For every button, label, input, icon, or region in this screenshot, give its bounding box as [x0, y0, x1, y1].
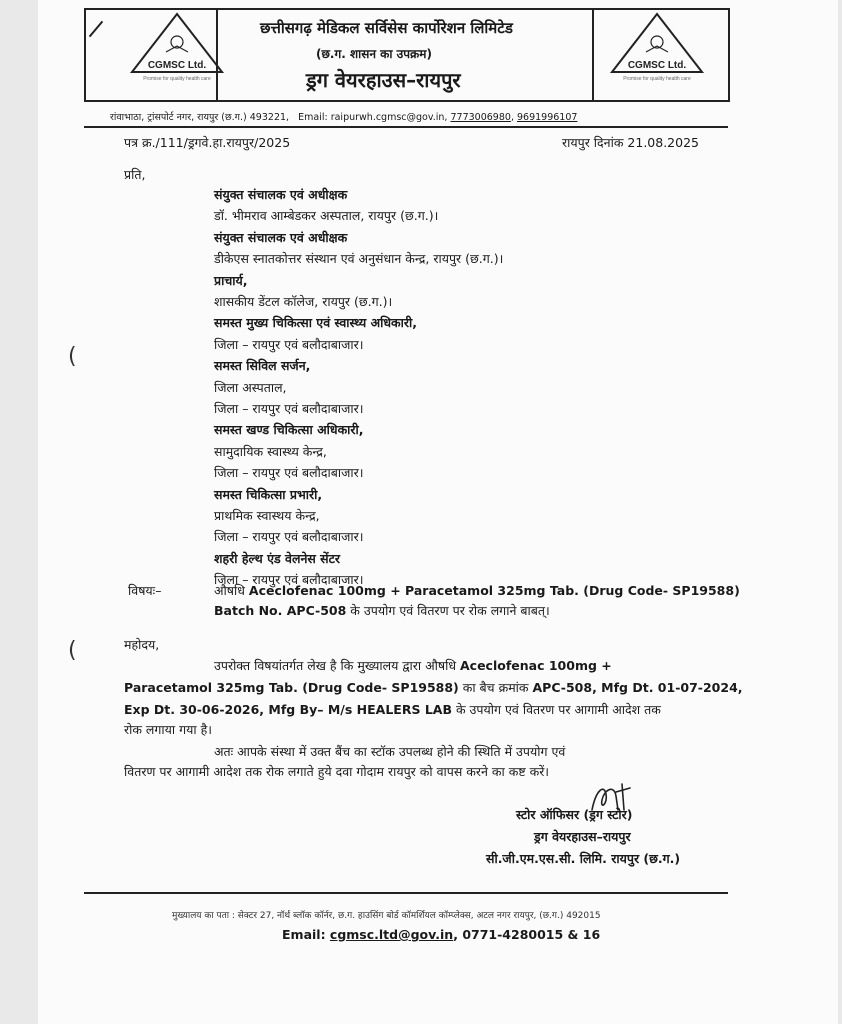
punch-hole-mark: ( — [68, 344, 77, 369]
phone-2: 9691996107 — [516, 112, 578, 123]
logo-text-left: CGMSC Ltd. — [147, 60, 207, 71]
recipient-title: प्राचार्य, — [214, 272, 248, 288]
punch-hole-mark: ( — [68, 638, 77, 663]
signatory-office: ड्रग वेयरहाउस–रायपुर — [534, 829, 631, 844]
para1-line2: Paracetamol 325mg Tab. (Drug Code- SP19588) का बैच क्रमांक APC-508, Mfg Dt. 01-07-2024, — [124, 680, 743, 695]
footer-email[interactable]: cgmsc.ltd@gov.in — [329, 927, 454, 942]
reference-number: पत्र क्र./111/ड्रगवे.हा.रायपुर/2025 — [124, 135, 291, 150]
footer-contact: Email: cgmsc.ltd@gov.in, 0771-4280015 & 16 — [282, 927, 601, 942]
recipient-address: सामुदायिक स्वास्थ्य केन्द्र, — [214, 443, 327, 459]
recipient-address: प्राथमिक स्वास्थय केन्द्र, — [214, 508, 320, 523]
recipient-title: समस्त खण्ड चिकित्सा अधिकारी, — [214, 422, 364, 438]
svg-text:Promise for quality health car: Promise for quality health care — [143, 76, 211, 82]
letter-page — [38, 0, 838, 1024]
header-rule — [84, 126, 728, 128]
recipient-title: समस्त चिकित्सा प्रभारी, — [214, 486, 323, 502]
recipient-address: जिला – रायपुर एवं बलौदाबाजार। — [214, 336, 364, 352]
recipient-address: जिला – रायपुर एवं बलौदाबाजार। — [214, 401, 364, 416]
letter-date: रायपुर दिनांक 21.08.2025 — [562, 135, 699, 150]
svg-text:Promise for quality health car: Promise for quality health care — [623, 76, 691, 82]
subject-line-1: औषधि Aceclofenac 100mg + Paracetamol 325mg Tab. (Drug Code- SP19588) — [214, 583, 740, 598]
subject-label: विषयः– — [128, 583, 162, 598]
para1-line4: रोक लगाया गया है। — [124, 722, 213, 737]
to-label: प्रति, — [124, 167, 146, 182]
recipient-address: जिला – रायपुर एवं बलौदाबाजार। — [214, 529, 364, 545]
cgmsc-logo-right — [602, 10, 712, 82]
footer-rule — [84, 892, 728, 894]
logo-text-right: CGMSC Ltd. — [627, 60, 687, 71]
recipient-address: शासकीय डेंटल कॉलेज, रायपुर (छ.ग.)। — [214, 294, 393, 309]
cgmsc-logo-left — [122, 10, 232, 82]
recipient-title: समस्त सिविल सर्जन, — [214, 358, 311, 374]
hq-address: मुख्यालय का पता : सेक्टर 27, नॉर्थ ब्लॉक कॉर्नर, छ.ग. हाउसिंग बोर्ड कॉमर्शियल कॉम्प्लेक्स, अटल नगर रायपुर, (छ.ग.) 492015 — [172, 911, 601, 921]
recipient-address: जिला – रायपुर एवं बलौदाबाजार। — [214, 465, 364, 481]
signatory-title: स्टोर ऑफिसर (ड्रग स्टोर) — [516, 807, 633, 822]
para1-line3: Exp Dt. 30-06-2026, Mfg By– M/s HEALERS LAB के उपयोग एवं वितरण पर आगामी आदेश तक — [124, 702, 661, 717]
office-name: ड्रग वेयरहाउस–रायपुर — [306, 68, 461, 92]
recipient-title: शहरी हेल्थ एंड वेलनेस सेंटर — [214, 550, 341, 566]
recipient-address: जिला – रायपुर एवं बलौदाबाजार। — [214, 572, 364, 588]
org-name: छत्तीसगढ़ मेडिकल सर्विसेस कार्पोरेशन लिमिटेड — [260, 19, 513, 37]
phone-1: 7773006980 — [450, 112, 511, 123]
recipient-address: डॉ. भीमराव आम्बेडकर अस्पताल, रायपुर (छ.ग.)। — [214, 208, 439, 224]
subject-line-2: Batch No. APC-508 के उपयोग एवं वितरण पर रोक लगाने बाबत्। — [214, 603, 550, 618]
letterhead-divider-right — [592, 10, 594, 100]
recipient-title: संयुक्त संचालक एवं अधीक्षक — [214, 187, 348, 202]
recipient-title: संयुक्त संचालक एवं अधीक्षक — [214, 229, 348, 245]
org-subtitle: (छ.ग. शासन का उपक्रम) — [316, 47, 432, 61]
para2-line1: अतः आपके संस्था में उक्त बैंच का स्टॉक उपलब्ध होने की स्थिति में उपयोग एवं — [214, 744, 566, 759]
signatory-org: सी.जी.एम.एस.सी. लिमि. रायपुर (छ.ग.) — [486, 851, 681, 866]
recipient-address: डीकेएस स्नातकोत्तर संस्थान एवं अनुसंधान केन्द्र, रायपुर (छ.ग.)। — [214, 251, 504, 267]
para2-line2: वितरण पर आगामी आदेश तक रोक लगाते हुये दवा गोदाम रायपुर को वापस करने का कष्ट करें। — [124, 764, 550, 779]
recipient-address: जिला अस्पताल, — [214, 379, 287, 395]
address-text: रांवाभाठा, ट्रांसपोर्ट नगर, रायपुर (छ.ग.) 493221, — [110, 112, 290, 123]
address-email: Email: raipurwh.cgmsc@gov.in, — [298, 112, 448, 123]
salutation: महोदय, — [124, 637, 160, 652]
address-line: रांवाभाठा, ट्रांसपोर्ट नगर, रायपुर (छ.ग.) 493221, Email: raipurwh.cgmsc@gov.in, 7773006980, 9691996107 — [110, 112, 578, 123]
para1-line1: उपरोक्त विषयांतर्गत लेख है कि मुख्यालय द्वारा औषधि Aceclofenac 100mg + — [214, 658, 612, 673]
recipient-title: समस्त मुख्य चिकित्सा एवं स्वास्थ्य अधिकारी, — [214, 315, 417, 331]
